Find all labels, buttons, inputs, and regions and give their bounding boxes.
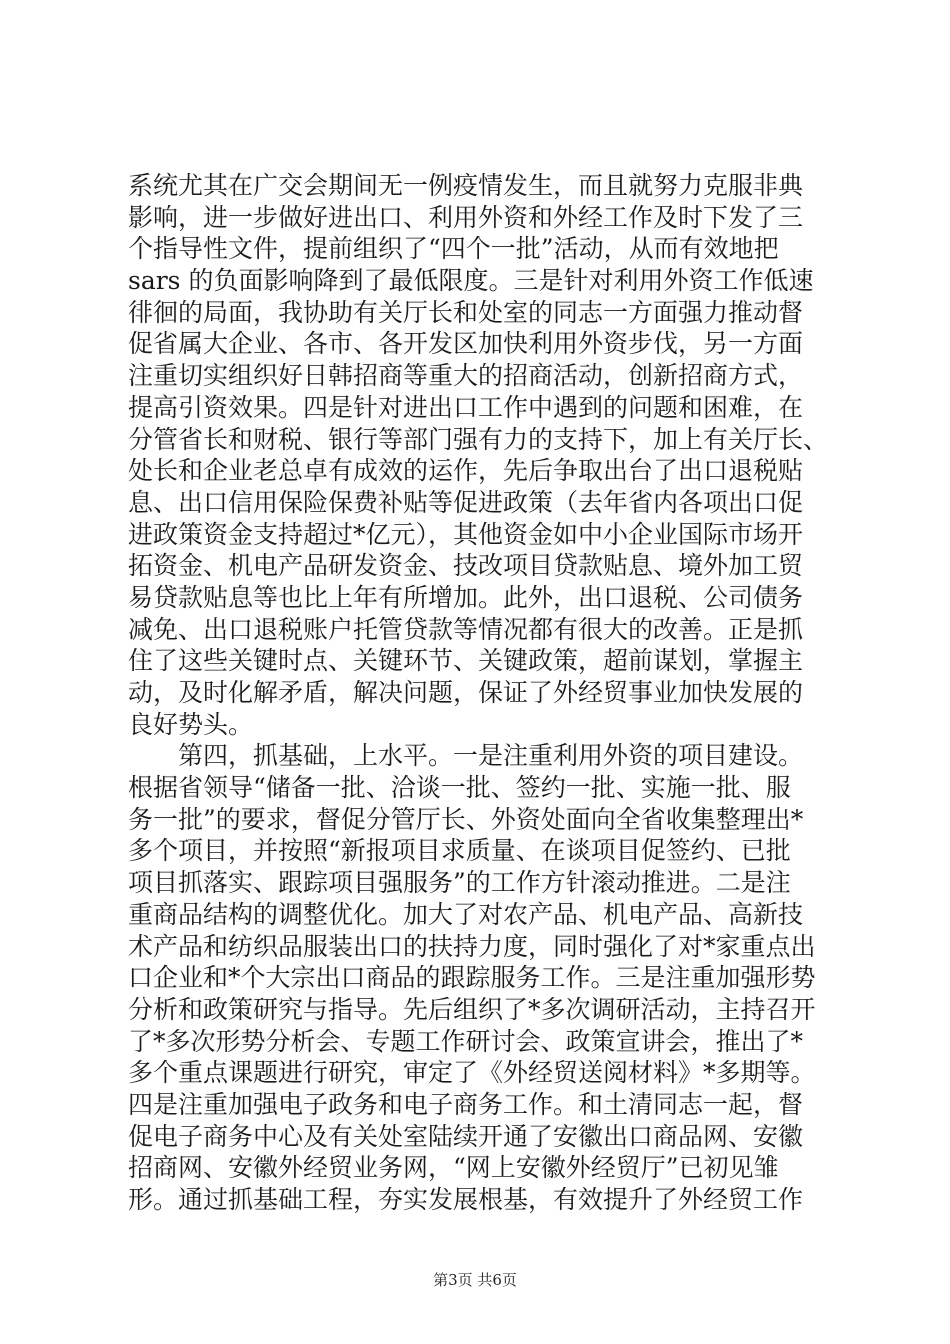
body-text (128, 170, 838, 1216)
text-line: 分析和政策研究与指导。先后组织了*多次调研活动，主持召开 (128, 994, 816, 1024)
text-line: 提高引资效果。四是针对进出口工作中遇到的问题和困难，在 (128, 392, 804, 422)
text-line: 促省属大企业、各市、各开发区加快利用外资步伐，另一方面 (128, 329, 804, 359)
text-line: 四是注重加强电子政务和电子商务工作。和土清同志一起，督 (128, 1089, 804, 1119)
text-line: 第四，抓基础，上水平。一是注重利用外资的项目建设。 (128, 741, 804, 771)
text-line: 招商网、安徽外经贸业务网，“网上安徽外经贸厅”已初见雏 (128, 1153, 779, 1183)
text-line: 系统尤其在广交会期间无一例疫情发生，而且就努力克服非典 (128, 171, 804, 200)
text-line: 根据省领导“储备一批、洽谈一批、签约一批、实施一批、服 (128, 773, 791, 803)
text-line: 分管省长和财税、银行等部门强有力的支持下，加上有关厅长、 (128, 424, 829, 454)
text-line: 处长和企业老总卓有成效的运作，先后争取出台了出口退税贴 (128, 456, 804, 486)
text-line: 了*多次形势分析会、专题工作研讨会、政策宣讲会，推出了* (128, 1026, 804, 1056)
text-line: 良好势头。 (128, 709, 254, 739)
text-line: 个指导性文件，提前组织了“四个一批”活动，从而有效地把 (128, 234, 779, 264)
text-line: 促电子商务中心及有关处室陆续开通了安徽出口商品网、安徽 (128, 1121, 804, 1151)
text-line: 动，及时化解矛盾，解决问题，保证了外经贸事业加快发展的 (128, 678, 804, 707)
text-line: 多个重点课题进行研究，审定了《外经贸送阅材料》*多期等。 (128, 1058, 816, 1088)
text-line: 易贷款贴息等也比上年有所增加。此外，出口退税、公司债务 (128, 582, 804, 612)
text-line: 项目抓落实、跟踪项目强服务”的工作方针滚动推进。二是注 (128, 868, 791, 898)
text-line: 注重切实组织好日韩招商等重大的招商活动，创新招商方式， (128, 361, 804, 391)
text-line: 术产品和纺织品服装出口的扶持力度，同时强化了对*家重点出 (128, 931, 816, 961)
page-footer: 第3页 共6页 (433, 1271, 517, 1289)
text-line: 息、出口信用保险保费补贴等促进政策（去年省内各项出口促 (128, 487, 804, 517)
text-line: sars 的负面影响降到了最低限度。三是针对利用外资工作低速 (128, 266, 814, 296)
text-line: 重商品结构的调整优化。加大了对农产品、机电产品、高新技 (128, 899, 804, 929)
text-line: 进政策资金支持超过*亿元），其他资金如中小企业国际市场开 (128, 519, 804, 549)
text-line: 务一批”的要求，督促分管厅长、外资处面向全省收集整理出* (128, 804, 804, 834)
text-line: 口企业和*个大宗出口商品的跟踪服务工作。三是注重加强形势 (128, 963, 816, 993)
text-line: 住了这些关键时点、关键环节、关键政策，超前谋划，掌握主 (128, 646, 804, 676)
text-line: 多个项目，并按照“新报项目求质量、在谈项目促签约、已批 (128, 836, 791, 866)
text-line: 减免、出口退税账户托管贷款等情况都有很大的改善。正是抓 (128, 614, 804, 644)
text-line: 形。通过抓基础工程，夯实发展根基，有效提升了外经贸工作 (128, 1185, 804, 1214)
text-line: 拓资金、机电产品研发资金、技改项目贷款贴息、境外加工贸 (128, 551, 804, 581)
text-line: 徘徊的局面，我协助有关厅长和处室的同志一方面强力推动督 (128, 297, 804, 327)
text-line: 影响，进一步做好进出口、利用外资和外经工作及时下发了三 (128, 202, 804, 232)
